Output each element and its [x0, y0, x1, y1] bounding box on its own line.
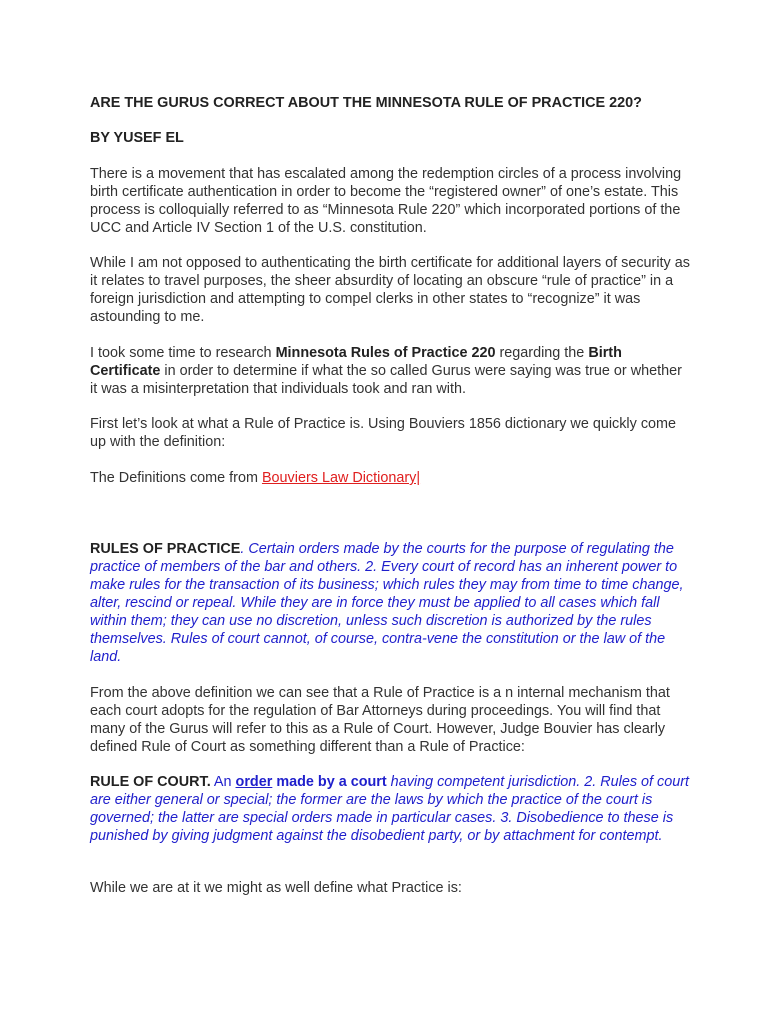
bold-term-birth-certificate: Birth Certificate [90, 345, 622, 379]
definition-text: having competent jurisdiction. 2. Rules of court are either general or special; the former are the laws by which the practice of the court is governed; the latter are special orders made in particular cases. 3. Disobedience to these is punished by giving judgment against the disobedient party, or by attachment for contempt. [90, 774, 690, 844]
text-segment: in order to determine if what the so called Gurus were saying was true or whether it was a misinterpretation that individuals took and ran with. [90, 363, 682, 397]
definition-text: Certain orders made by the courts for the purpose of regulating the practice of members of the bar and others. 2. Every court of record has an inherent power to make rules for the transaction of its business; which rules they may from time to time change, alter, rescind or repeal. While they are in force they must be applied to all cases which fall within them; they can use no discretion, unless such discretion is authorized by the rules themselves. Rules of court cannot, of course, contra-vene the constitution or the law of the land. [90, 541, 684, 665]
text-segment: regarding the [495, 345, 589, 361]
paragraph-opinion: While I am not opposed to authenticating the birth certificate for additional layers of security as it relates to travel purposes, the sheer absurdity of locating an obscure “rule of practice” in a foreign jurisdiction and attempting to compel clerks in other states to “recognize” it was astounding to me. [90, 255, 690, 325]
definition-term: RULES OF PRACTICE [90, 541, 241, 557]
definition-rule-of-court [90, 773, 690, 845]
paragraph-definitions-source [90, 469, 420, 487]
text-segment: An [210, 774, 236, 790]
paragraph-analysis: From the above definition we can see that a Rule of Practice is a n internal mechanism that each court adopts for the regulation of Bar Attorneys during proceedings. You will find that many of the Gurus will refer to this as a Rule of Court. However, Judge Bouvier has clearly defined Rule of Court as something different than a Rule of Practice: [90, 685, 670, 755]
paragraph-practice: While we are at it we might as well define what Practice is: [90, 880, 462, 896]
text-segment: I took some time to research [90, 345, 276, 361]
order-link[interactable]: order [235, 774, 273, 790]
bouviers-dictionary-link[interactable]: Bouviers Law Dictionary| [261, 470, 421, 486]
text-segment: . [240, 541, 249, 557]
paragraph-research [90, 344, 690, 398]
bold-term-minnesota-rules: Minnesota Rules of Practice 220 [275, 345, 496, 361]
definition-rules-of-practice [90, 540, 690, 666]
definition-term: RULE OF COURT. [90, 774, 211, 790]
document-title: ARE THE GURUS CORRECT ABOUT THE MINNESOTA RULE OF PRACTICE 220? [90, 95, 642, 111]
author-byline: BY YUSEF EL [90, 130, 184, 146]
paragraph-rule-of-practice: First let’s look at what a Rule of Practice is. Using Bouviers 1856 dictionary we quickly come up with the definition: [90, 416, 677, 450]
text-segment: made by a court [272, 774, 387, 790]
paragraph-intro: There is a movement that has escalated among the redemption circles of a process involving birth certificate authentication in order to become the “registered owner” of one’s estate. This process is colloquially referred to as “Minnesota Rule 220” which incorporated portions of the UCC and Article IV Section 1 of the U.S. constitution. [90, 166, 682, 236]
text-segment: The Definitions come from [90, 470, 262, 486]
